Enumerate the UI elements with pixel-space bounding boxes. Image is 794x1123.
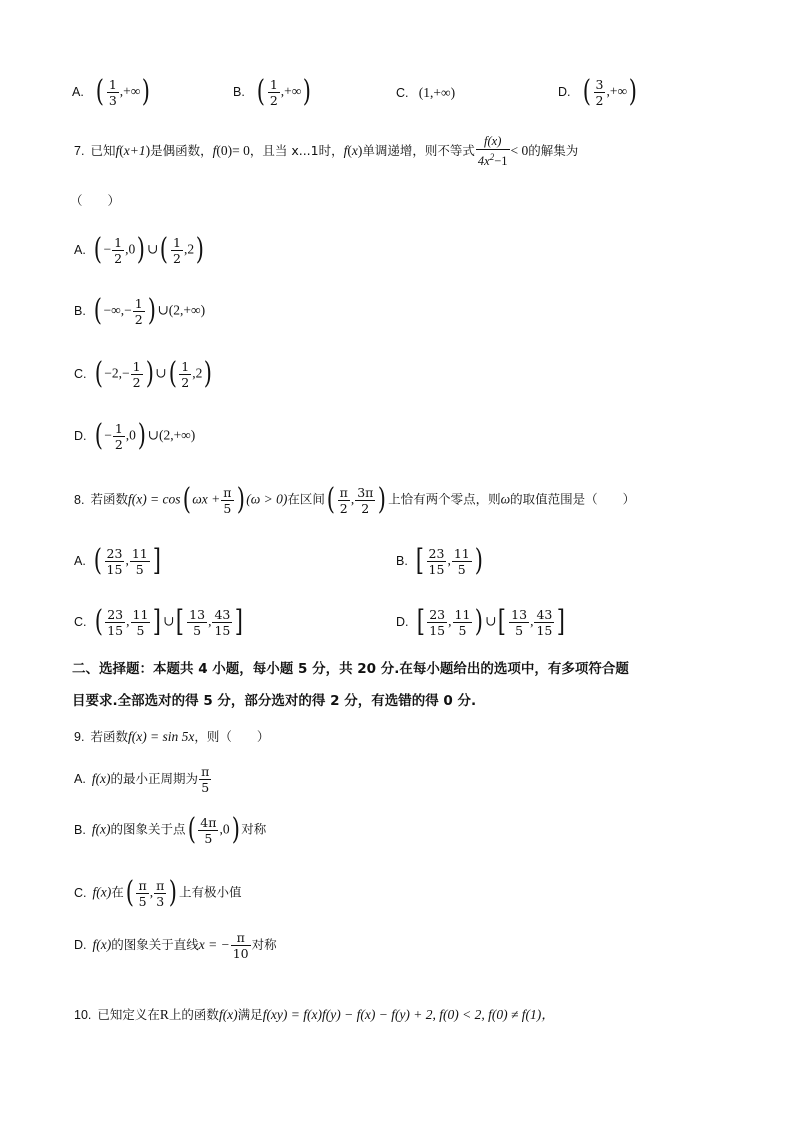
- q7-stem: 7. 已知f(x+1)是偶函数，f(0)= 0，且当 x...1时，f(x)单调递增，则不等式 $\frac{f(x)}{4x^2-1}$ < 0的解集为: [74, 134, 579, 169]
- fraction: $\frac{1}{2}$: [269, 76, 278, 108]
- q7-option-c[interactable]: C. ( −2,− $\frac{1}{2}$ ) ∪( $\frac{1}{2}$ ,2): [74, 356, 213, 391]
- q10-stem: 10. 已知定义在R上的函数f(x)满足f(xy) = f(x)f(y) − f(x) − f(y) + 2, f(0) < 2, f(0) ≠ f(1)，: [74, 1007, 555, 1022]
- q8-stem: 8. 若函数f(x) = cos( ωx + $\frac{\pi}{5}$ ) (ω > 0)在区间( $\frac{\pi}{2}$ , $\frac{3\pi}{2}$ ) 上恰有两个零点，则ω的取值范围是（ ）: [74, 482, 636, 517]
- q9-option-a[interactable]: A. f(x)的最小正周期为 $\frac{\pi}{5}$: [74, 764, 210, 795]
- option-label: C.: [396, 86, 409, 100]
- q6-option-a[interactable]: A. ( $\frac{1}{3}$ ,+∞): [72, 74, 151, 109]
- option-label: D.: [558, 84, 571, 99]
- q8-option-b[interactable]: B. [ $\frac{23}{15}$ , $\frac{11}{5}$ ): [396, 543, 483, 578]
- option-label: B.: [233, 84, 245, 99]
- q9-option-d[interactable]: D. f(x)的图象关于直线x = − $\frac{\pi}{10}$ 对称: [74, 930, 277, 961]
- q6-option-d[interactable]: D. ( $\frac{3}{2}$ ,+∞): [558, 74, 638, 109]
- fraction: $\frac{3}{2}$: [595, 76, 604, 108]
- q7-option-b[interactable]: B. ( −∞,− $\frac{1}{2}$ ) ∪(2,+∞): [74, 293, 206, 328]
- section-2-heading-line-2: 目要求.全部选对的得 5 分，部分选对的得 2 分，有选错的得 0 分.: [72, 693, 477, 709]
- q8-option-a[interactable]: A. ( $\frac{23}{15}$ , $\frac{11}{5}$ ]: [74, 543, 161, 578]
- q6-option-b[interactable]: B. ( $\frac{1}{2}$ ,+∞): [233, 74, 312, 109]
- section-2-heading-line-1: 二、选择题：本题共 4 小题，每小题 5 分，共 20 分.在每小题给出的选项中，有多项符合题: [72, 661, 629, 677]
- q7-option-a[interactable]: A. ( − $\frac{1}{2}$ ,0) ∪( $\frac{1}{2}$ ,2): [74, 232, 205, 267]
- q8-option-c[interactable]: C. ( $\frac{23}{15}$ , $\frac{11}{5}$ ] ∪[ $\frac{13}{5}$ , $\frac{43}{15}$ ]: [74, 604, 244, 639]
- q8-option-d[interactable]: D. [ $\frac{23}{15}$ , $\frac{11}{5}$ ) ∪[ $\frac{13}{5}$ , $\frac{43}{15}$ ]: [396, 604, 566, 639]
- q9-option-b[interactable]: B. f(x)的图象关于点( $\frac{4\pi}{5}$ ,0) 对称: [74, 812, 267, 847]
- q7-answer-paren: （ ）: [70, 193, 121, 208]
- fraction: $\frac{1}{3}$: [108, 76, 117, 108]
- q6-option-c[interactable]: C. (1,+∞): [396, 85, 456, 100]
- q9-option-c[interactable]: C. f(x)在( $\frac{\pi}{5}$ , $\frac{\pi}{3}$ ) 上有极小值: [74, 875, 242, 910]
- option-label: A.: [72, 84, 84, 99]
- inequality-fraction: $\frac{f(x)}{4x^2-1}$: [477, 134, 508, 169]
- q7-option-d[interactable]: D. ( − $\frac{1}{2}$ ,0) ∪(2,+∞): [74, 418, 196, 453]
- q9-stem: 9. 若函数f(x) = sin 5x，则（ ）: [74, 729, 270, 744]
